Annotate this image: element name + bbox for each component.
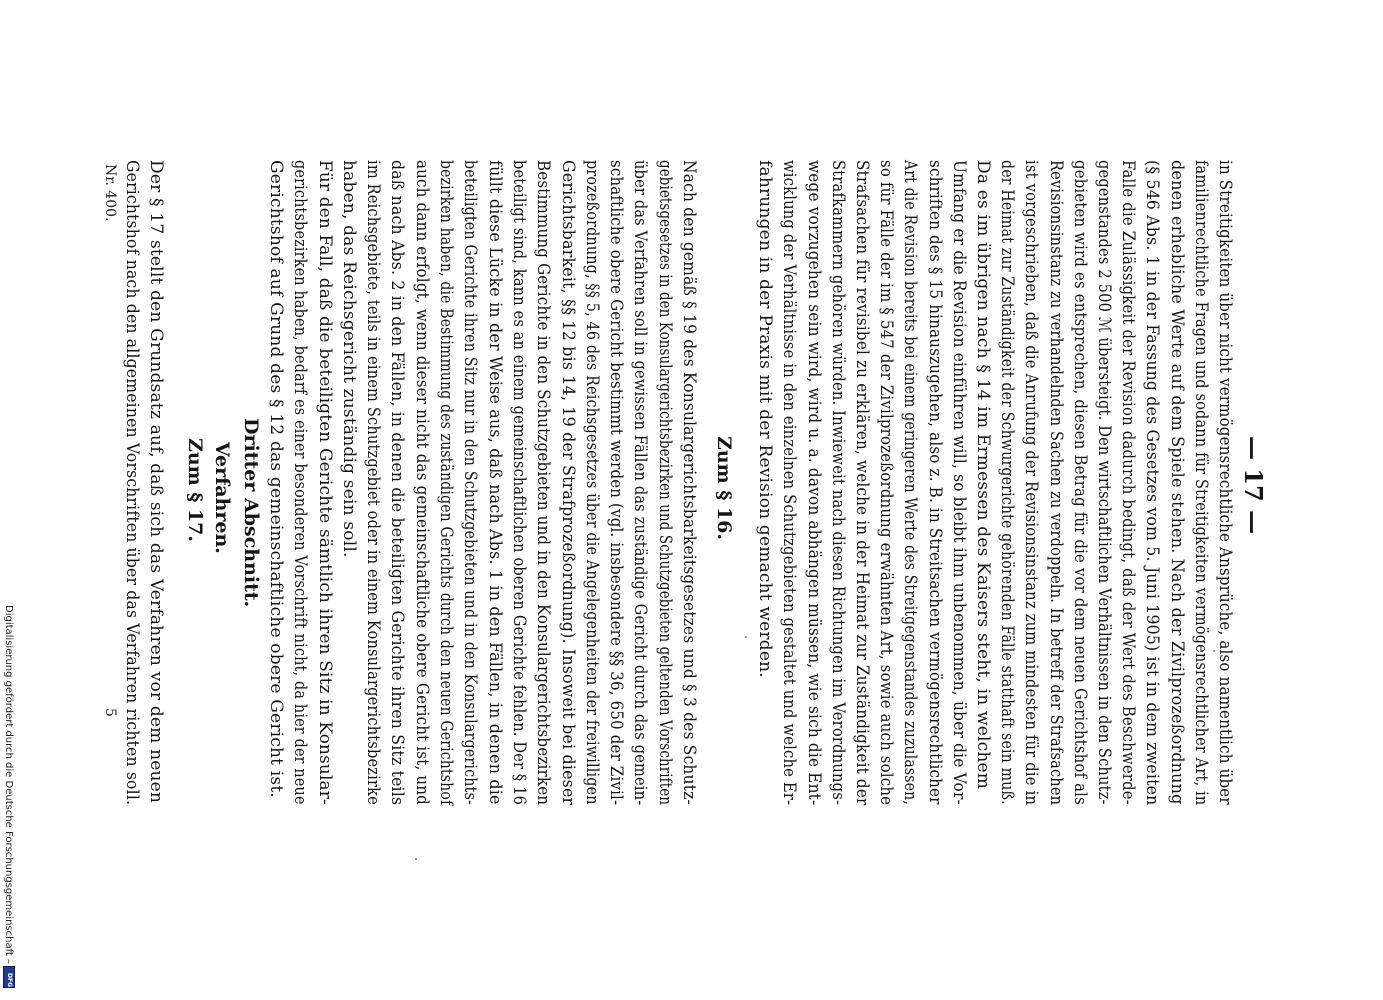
text-line: gebieten wird es entsprechen, diesen Betrag für die vor dem neuen Gerichtshof als [1069,160,1090,805]
text-line: denen erhebliche Werte auf dem Spiele stehen. Nach der Zivilprozeßordnung [1166,160,1187,805]
text-line: schriften des § 15 hinauszugehen, also z. B. in Streitsachen vermögensrechtlicher [924,160,945,805]
text-line: Revisionsinstanz zu verhandelnden Sachen zu verdoppeln. In betreff der Strafsachen [1045,160,1066,806]
dfg-logo [3,966,15,988]
text-line: Gerichtshof nach den allgemeinen Vorschriften über das Verfahren richten soll. [122,160,142,806]
text-line: Der § 17 stellt den Grundsatz auf, daß sich das Verfahren vor dem neuen [146,160,166,804]
text-line: so für Fälle der im § 547 der Zivilprozeßordnung erwähnten Art, sowie auch solche [876,160,897,806]
page-number: — 17 — [1239,436,1268,535]
scan-speck [1213,650,1215,652]
sheet-mark: Nr. 400. [102,164,118,222]
section-17-heading: Zum § 17. [184,438,206,543]
text-line: der Heimat zur Zuständigkeit der Schwurgerichte gehörenden Fälle statthaft sein muß. [997,160,1018,805]
text-line: Bestimmung Gerichte in den Schutzgebieten und in den Konsulargerichtsbezirken [533,160,554,806]
dfg-logo-text: DFG [6,973,13,988]
text-line: Für den Fall, daß die beteiligten Gerichte sämtlich ihren Sitz in Konsular- [314,160,335,805]
text-line: Falle die Zulässigkeit der Revision dadurch bedingt, daß der Wert des Beschwerde- [1118,160,1139,805]
scan-speck [415,858,417,860]
text-line: in Streitigkeiten über nicht vermögensrechtliche Ansprüche, also namentlich über [1215,160,1235,805]
text-line: schaftliche obere Gericht bestimmt werden (vgl. insbesondere §§ 36, 650 der Zivil- [606,160,627,806]
section-16-heading: Zum § 16. [713,436,735,541]
text-line: Da es im übrigen nach § 14 im Ermessen des Kaisers steht, in welchem [973,160,993,790]
text-line: daß nach Abs. 2 in den Fällen, in denen die beteiligten Gerichte ihren Sitz teils [387,160,408,806]
text-line: wege vorzugehen sein wird, wird u. a. davon abhängen müssen, wie sich die Ent- [803,160,824,806]
text-line: auch dann erfolgt, wenn dieser nicht das gemeinschaftliche obere Gericht ist, und [411,160,432,806]
text-line: Gerichtsbarkeit, §§ 12 bis 14, 19 der Strafprozeßordnung). Insoweit bei dieser [557,160,578,806]
text-line: fahrungen in der Praxis mit der Revision gemacht werden. [755,160,776,678]
text-line: beteiligt sind, kann es an einem gemeinschaftlichen oberen Gerichte fehlen. Der § 16 [508,160,529,805]
text-line: Strafkammern gehören würden. Inwieweit nach diesen Richtungen im Verordnungs- [827,160,848,806]
text-line: (§ 546 Abs. 1 in der Fassung des Gesetzes vom 5. Juni 1905) ist in dem zweiten [1142,160,1163,806]
text-line: bezirken haben, die Bestimmung des zuständigen Gerichts durch den neuen Gerichtshof [436,160,456,806]
section-subtitle: Verfahren. [211,442,233,554]
text-line: ist vorgeschrieben, daß die Anrufung der Revisionsinstanz zum mindesten für die in [1021,160,1042,806]
text-line: familienrechtliche Fragen und sodann für Streitigkeiten vermögensrechtlicher Art, in [1190,160,1211,806]
section-title: Dritter Abschnitt. [240,418,262,608]
signature-number: 5 [102,708,118,717]
text-line: füllt diese Lücke in der Weise aus, daß nach Abs. 1 in den Fällen, in denen die [484,160,505,805]
text-line: im Reichsgebiete, teils in einem Schutzgebiet oder in einem Konsulargerichtsbezirke [363,160,384,805]
text-line: Umfang er die Revision einführen will, so bleibt ihm unbenommen, über die Vor- [948,160,969,805]
text-line: über das Verfahren soll in gewissen Fällen das zuständige Gericht durch das gemein- [630,160,651,806]
text-line: Gerichtshof auf Grund des § 12 das gemeinschaftliche obere Gericht ist. [265,160,286,798]
text-line: wicklung der Verhältnisse in den einzelnen Schutzgebieten gestaltet und welche Er- [779,160,800,806]
text-line: Nach den gemäß § 19 des Konsulargerichtsbarkeitsgesetzes und § 3 des Schutz- [679,160,699,805]
text-line: gebietsgesetzes in den Konsulargerichtsbezirken und Schutzgebieten geltenden Vorschriften [654,160,675,806]
text-line: gerichtsbezirken haben, bedarf es einer besonderen Vorschrift nicht, da hier der neue [290,160,311,805]
text-line: prozeßordnung, §§ 5, 46 des Reichsgesetzes über die Angelegenheiten der freiwilligen [581,160,602,805]
digitization-note: Digitalisierung gefördert durch die Deutsche Forschungsgemeinschaft – [3,605,14,965]
scan-speck [745,636,747,638]
text-line: Strafsachen für revisibel zu erklären, welche in der Heimat zur Zuständigkeit der [852,160,872,806]
text-line: haben, das Reichsgericht zuständig sein soll. [338,160,359,558]
text-line: gegenstandes 2 500 ℳ übersteigt. Den wirtschaftlichen Verhältnissen in den Schutz- [1094,160,1114,805]
text-line: beteiligten Gerichte ihren Sitz nur in den Schutzgebieten und in den Konsulargerichts- [460,160,481,805]
text-line: Art die Revision bereits bei einem geringeren Werte des Streitgegenstandes zuzulassen, [900,160,921,805]
